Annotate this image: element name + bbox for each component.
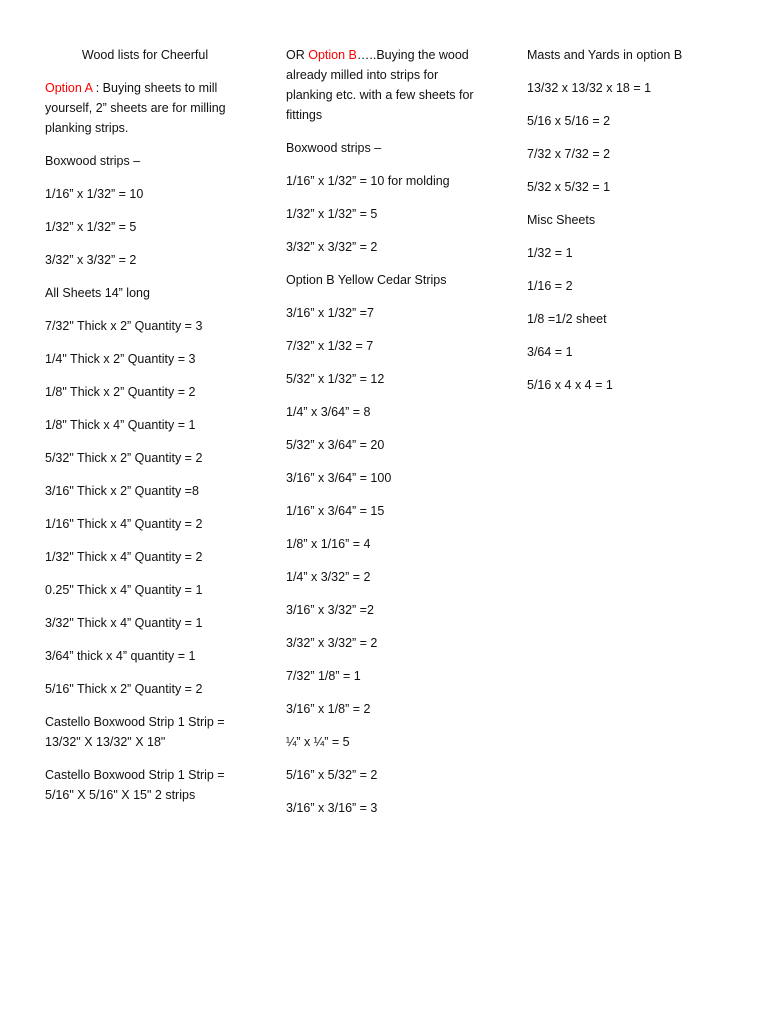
list-item: Masts and Yards in option B [527, 48, 683, 62]
list-item: 1/32" Thick x 4” Quantity = 2 [45, 550, 203, 564]
list-item: 3/64 = 1 [527, 345, 573, 359]
list-item: 5/32" Thick x 2” Quantity = 2 [45, 451, 203, 465]
option-b-prefix: OR [286, 48, 309, 62]
option-a-description: : Buying sheets to mill yourself, 2” sheets are for milling planking strips. [45, 81, 226, 135]
list-item: 1/16” x 1/32” = 10 [45, 187, 144, 201]
list-item: Boxwood strips – [45, 154, 141, 168]
list-item: Boxwood strips – [286, 141, 382, 155]
list-item: 7/32 x 7/32 = 2 [527, 147, 611, 161]
list-item: 5/32 x 5/32 = 1 [527, 180, 611, 194]
list-item: All Sheets 14” long [45, 286, 150, 300]
list-item: 3/32” x 3/32” = 2 [286, 636, 378, 650]
list-item: Option B Yellow Cedar Strips [286, 273, 447, 287]
list-item: 3/16" Thick x 2” Quantity =8 [45, 484, 199, 498]
list-item: 1/8" Thick x 4” Quantity = 1 [45, 418, 196, 432]
list-item: 1/8 =1/2 sheet [527, 312, 607, 326]
list-item: 1/32” x 1/32” = 5 [286, 207, 378, 221]
list-item: ¼” x ¼” = 5 [286, 735, 350, 749]
list-item: 5/16 x 4 x 4 = 1 [527, 378, 613, 392]
option-a-intro [45, 78, 245, 138]
list-item: 3/32” x 3/32” = 2 [45, 253, 137, 267]
list-item: 5/16” x 5/32” = 2 [286, 768, 378, 782]
list-item: 3/16” x 3/32” =2 [286, 603, 374, 617]
column-option-b [286, 45, 486, 831]
option-b-list [286, 138, 486, 818]
list-item: 1/16 = 2 [527, 279, 573, 293]
document-title: Wood lists for Cheerful [81, 48, 209, 62]
option-a-list [45, 151, 245, 805]
list-item: 7/32" Thick x 2” Quantity = 3 [45, 319, 203, 333]
list-item: 1/8” x 1/16” = 4 [286, 537, 371, 551]
list-item: 1/16" Thick x 4” Quantity = 2 [45, 517, 203, 531]
option-a-label: Option A [45, 81, 93, 95]
list-item: 7/32” 1/8” = 1 [286, 669, 361, 683]
column-masts-and-misc [527, 45, 727, 408]
list-item: 1/32 = 1 [527, 246, 573, 260]
column-option-a [45, 45, 245, 818]
list-item: 3/64” thick x 4” quantity = 1 [45, 649, 196, 663]
list-item: 13/32 x 13/32 x 18 = 1 [527, 81, 652, 95]
list-item: Misc Sheets [527, 213, 596, 227]
list-item: 1/16” x 3/64” = 15 [286, 504, 385, 518]
list-item: 3/32” x 3/32” = 2 [286, 240, 378, 254]
list-item: 5/32” x 3/64” = 20 [286, 438, 385, 452]
list-item: 5/16 x 5/16 = 2 [527, 114, 611, 128]
list-item: 3/16” x 3/16” = 3 [286, 801, 378, 815]
list-item: 1/16” x 1/32” = 10 for molding [286, 174, 450, 188]
list-item: Castello Boxwood Strip 1 Strip = 5/16" X 5/16" X 15" 2 strips [45, 768, 225, 802]
option-b-intro [286, 45, 486, 125]
list-item: 3/32" Thick x 4” Quantity = 1 [45, 616, 203, 630]
masts-and-misc-list [527, 45, 727, 395]
option-b-label: Option B [308, 48, 357, 62]
list-item: 3/16” x 1/8” = 2 [286, 702, 371, 716]
list-item: 3/16” x 1/32” =7 [286, 306, 374, 320]
list-item: 1/32” x 1/32” = 5 [45, 220, 137, 234]
list-item: 5/32” x 1/32” = 12 [286, 372, 385, 386]
list-item: 0.25" Thick x 4” Quantity = 1 [45, 583, 203, 597]
list-item: 1/4” x 3/64” = 8 [286, 405, 371, 419]
list-item: 5/16" Thick x 2” Quantity = 2 [45, 682, 203, 696]
list-item: 1/4” x 3/32” = 2 [286, 570, 371, 584]
list-item: 3/16” x 3/64” = 100 [286, 471, 392, 485]
list-item: 1/4" Thick x 2” Quantity = 3 [45, 352, 196, 366]
list-item: 1/8" Thick x 2” Quantity = 2 [45, 385, 196, 399]
list-item: Castello Boxwood Strip 1 Strip = 13/32" X 13/32" X 18" [45, 715, 225, 749]
list-item: 7/32” x 1/32 = 7 [286, 339, 374, 353]
option-b-description: …..Buying the wood already milled into strips for planking etc. with a few sheets for fittings [286, 48, 474, 122]
